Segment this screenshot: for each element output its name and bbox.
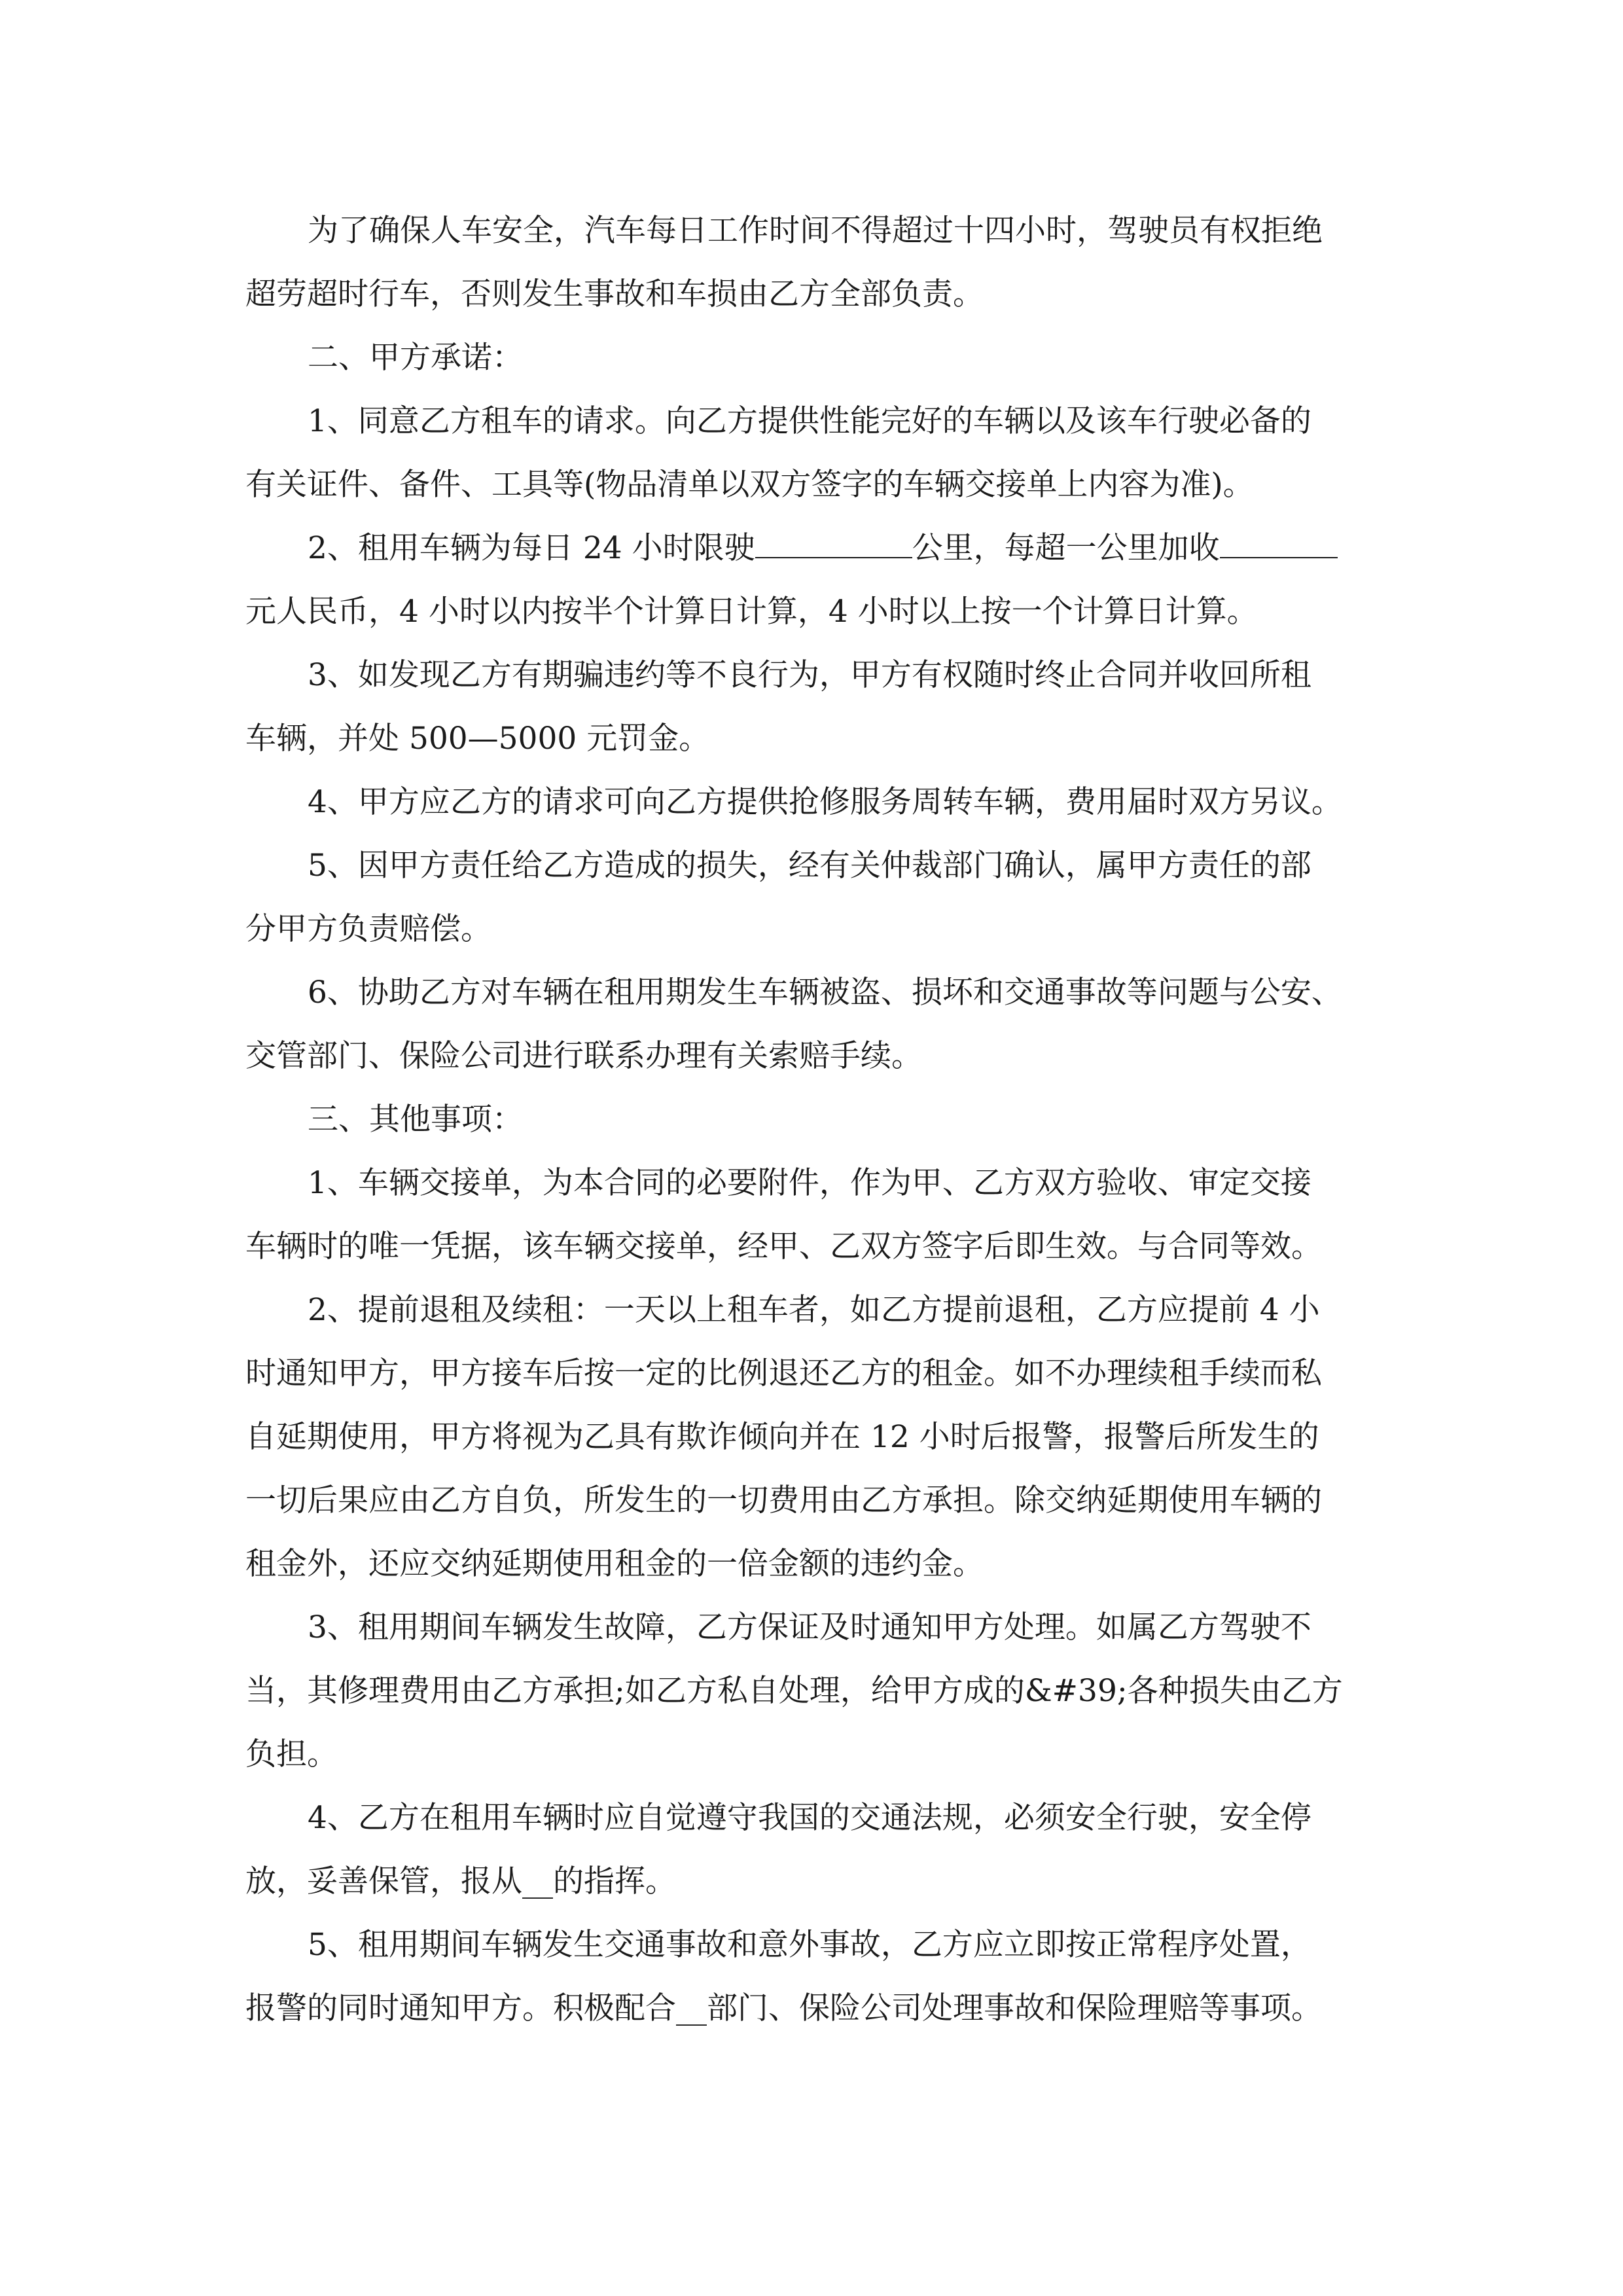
text-line: 5、因甲方责任给乙方造成的损失，经有关仲裁部门确认，属甲方责任的部	[308, 848, 1311, 884]
text-line: 有关证件、备件、工具等(物品清单以双方签字的车辆交接单上内容为准)。	[245, 467, 1254, 503]
text-line: 元人民币，4 小时以内按半个计算日计算，4 小时以上按一个计算日计算。	[245, 594, 1258, 630]
clause-2-part-2: 公里，每超一公里加收	[912, 530, 1220, 566]
text-line: 车辆，并处 500—5000 元罚金。	[245, 721, 710, 757]
text-line: 一切后果应由乙方自负，所发生的一切费用由乙方承担。除交纳延期使用车辆的	[245, 1482, 1322, 1518]
text-line: 车辆时的唯一凭据，该车辆交接单，经甲、乙双方签字后即生效。与合同等效。	[245, 1229, 1322, 1265]
text-line: 自延期使用，甲方将视为乙具有欺诈倾向并在 12 小时后报警，报警后所发生的	[245, 1419, 1319, 1455]
text-line: 4、甲方应乙方的请求可向乙方提供抢修服务周转车辆，费用届时双方另议。	[308, 784, 1342, 820]
text-line: 为了确保人车安全，汽车每日工作时间不得超过十四小时，驾驶员有权拒绝	[308, 213, 1323, 249]
text-line: 1、车辆交接单，为本合同的必要附件，作为甲、乙方双方验收、审定交接	[308, 1165, 1311, 1201]
text-line: 3、租用期间车辆发生故障，乙方保证及时通知甲方处理。如属乙方驾驶不	[308, 1609, 1311, 1645]
text-line: 1、同意乙方租车的请求。向乙方提供性能完好的车辆以及该车行驶必备的	[308, 403, 1311, 439]
section-heading: 二、甲方承诺：	[308, 340, 523, 376]
text-line: 超劳超时行车，否则发生事故和车损由乙方全部负责。	[245, 276, 984, 312]
text-line: 2、提前退租及续租：一天以上租车者，如乙方提前退租，乙方应提前 4 小	[308, 1292, 1320, 1328]
text-line: 3、如发现乙方有期骗违约等不良行为，甲方有权随时终止合同并收回所租	[308, 657, 1311, 693]
text-line: 6、协助乙方对车辆在租用期发生车辆被盗、损坏和交通事故等问题与公安、	[308, 975, 1342, 1011]
text-line: 交管部门、保险公司进行联系办理有关索赔手续。	[245, 1038, 922, 1074]
fee-blank	[1220, 528, 1338, 558]
text-line: 报警的同时通知甲方。积极配合__部门、保险公司处理事故和保险理赔等事项。	[245, 1990, 1322, 2026]
text-line: 5、租用期间车辆发生交通事故和意外事故，乙方应立即按正常程序处置，	[308, 1927, 1311, 1963]
text-line: 4、乙方在租用车辆时应自觉遵守我国的交通法规，必须安全行驶，安全停	[308, 1800, 1311, 1836]
text-line-with-blanks	[308, 516, 1381, 581]
text-line: 负担。	[245, 1736, 338, 1772]
section-heading: 三、其他事项：	[308, 1102, 523, 1138]
text-line: 当，其修理费用由乙方承担;如乙方私自处理，给甲方成的&#39;各种损失由乙方	[245, 1673, 1343, 1709]
clause-2-part-1: 2、租用车辆为每日 24 小时限驶	[308, 530, 755, 566]
text-line: 分甲方负责赔偿。	[245, 911, 491, 947]
text-line: 时通知甲方，甲方接车后按一定的比例退还乙方的租金。如不办理续租手续而私	[245, 1355, 1322, 1391]
mileage-blank	[755, 528, 912, 558]
text-line: 放，妥善保管，报从__的指挥。	[245, 1863, 676, 1899]
text-line: 租金外，还应交纳延期使用租金的一倍金额的违约金。	[245, 1546, 984, 1582]
